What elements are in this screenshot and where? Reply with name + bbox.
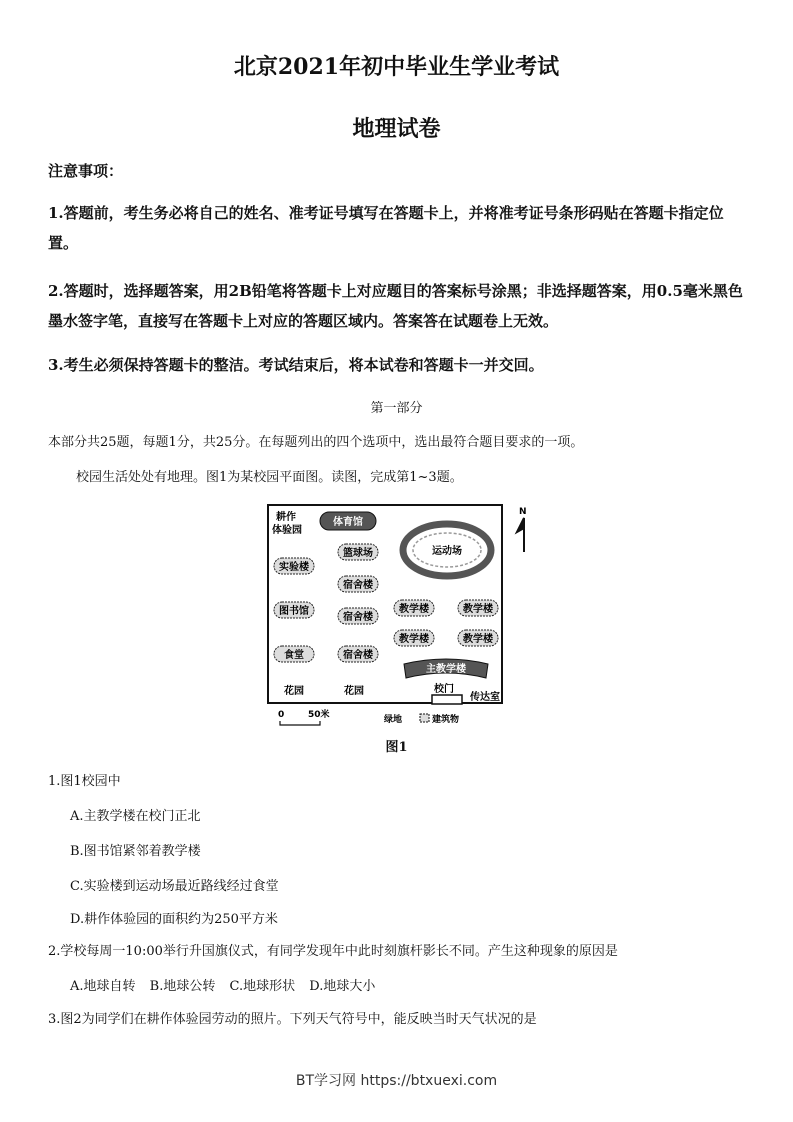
- question-option: C.实验楼到运动场最近路线经过食堂: [70, 879, 279, 894]
- campus-map: [262, 500, 542, 730]
- part-title: 第一部分: [370, 401, 423, 416]
- scale-zero: 0: [278, 710, 285, 720]
- dorm-label: 宿舍楼: [343, 580, 373, 591]
- lab-label: 实验楼: [279, 562, 309, 573]
- part-lead: 校园生活处处有地理。图1为某校园平面图。读图，完成第1~3题。: [76, 470, 463, 485]
- sports-field-label: 运动场: [432, 546, 462, 557]
- dorm-label: 宿舍楼: [343, 612, 373, 623]
- question-option: B.地球公转: [149, 979, 216, 994]
- teaching-label: 教学楼: [399, 634, 429, 645]
- basketball-label: 篮球场: [343, 548, 373, 559]
- guard-label: 传达室: [470, 692, 500, 703]
- garden-label: 花园: [284, 686, 304, 697]
- question-stem: 1.图1校园中: [48, 774, 121, 789]
- library-label: 图书馆: [279, 606, 309, 617]
- question-option: A.主教学楼在校门正北: [70, 809, 201, 824]
- footer-watermark: BT学习网 https://btxuexi.com: [295, 1073, 498, 1089]
- garden-label: 花园: [344, 686, 364, 697]
- teaching-label: 教学楼: [463, 634, 493, 645]
- teaching-label: 教学楼: [399, 604, 429, 615]
- question-option: D.耕作体验园的面积约为250平方米: [70, 912, 278, 927]
- notice-heading: 注意事项：: [48, 162, 124, 180]
- north-label: N: [519, 507, 527, 517]
- question-option: B.图书馆紧邻着教学楼: [70, 844, 201, 859]
- part-intro: 本部分共25题，每题1分，共25分。在每题列出的四个选项中，选出最符合题目要求的一项。: [48, 435, 584, 450]
- page-title: 北京2021年初中毕业生学业考试: [233, 54, 560, 80]
- teaching-label: 教学楼: [463, 604, 493, 615]
- notice-item: 3.考生必须保持答题卡的整洁。考试结束后，将本试卷和答题卡一并交回。: [48, 356, 544, 374]
- north-arrow-icon: [517, 518, 524, 552]
- question-option: C.地球形状: [229, 979, 296, 994]
- page-subtitle: 地理试卷: [352, 116, 441, 142]
- question-option: D.地球大小: [309, 979, 376, 994]
- gate-label: 校门: [434, 684, 454, 695]
- canteen-label: 食堂: [284, 650, 304, 661]
- main-teaching-label: 主教学楼: [426, 664, 466, 675]
- question-options-row: [70, 975, 385, 994]
- figure-caption: 图1: [385, 740, 408, 755]
- legend-green: 绿地: [384, 715, 403, 725]
- notice-item: 2.答题时，选择题答案，用2B铅笔将答题卡上对应题目的答案标号涂黑；非选择题答案，用0.5毫米黑色墨水签字笔，直接写在答题卡上对应的答题区域内。答案答在试题卷上无效。: [48, 282, 743, 330]
- notice-item: 1.答题前，考生务必将自己的姓名、准考证号填写在答题卡上，并将准考证号条形码贴在答题卡指定位置。: [48, 204, 724, 252]
- farm-label: 耕作: [276, 512, 296, 523]
- gate-marker: [432, 695, 462, 704]
- question-stem: 3.图2为同学们在耕作体验园劳动的照片。下列天气符号中，能反映当时天气状况的是: [48, 1012, 537, 1027]
- campus-map-svg: [262, 500, 542, 730]
- legend-building: 建筑物: [432, 715, 460, 725]
- legend-building-swatch: [420, 714, 429, 722]
- question-option: A.地球自转: [70, 979, 136, 994]
- farm-label: 体验园: [272, 525, 302, 536]
- scale-bar: [280, 721, 320, 725]
- scale-value: 50米: [308, 710, 330, 720]
- dorm-label: 宿舍楼: [343, 650, 373, 661]
- question-stem: 2.学校每周一10:00举行升国旗仪式，有同学发现年中此时刻旗杆影长不同。产生这种现象的原因是: [48, 944, 618, 959]
- gym-label: 体育馆: [333, 517, 363, 528]
